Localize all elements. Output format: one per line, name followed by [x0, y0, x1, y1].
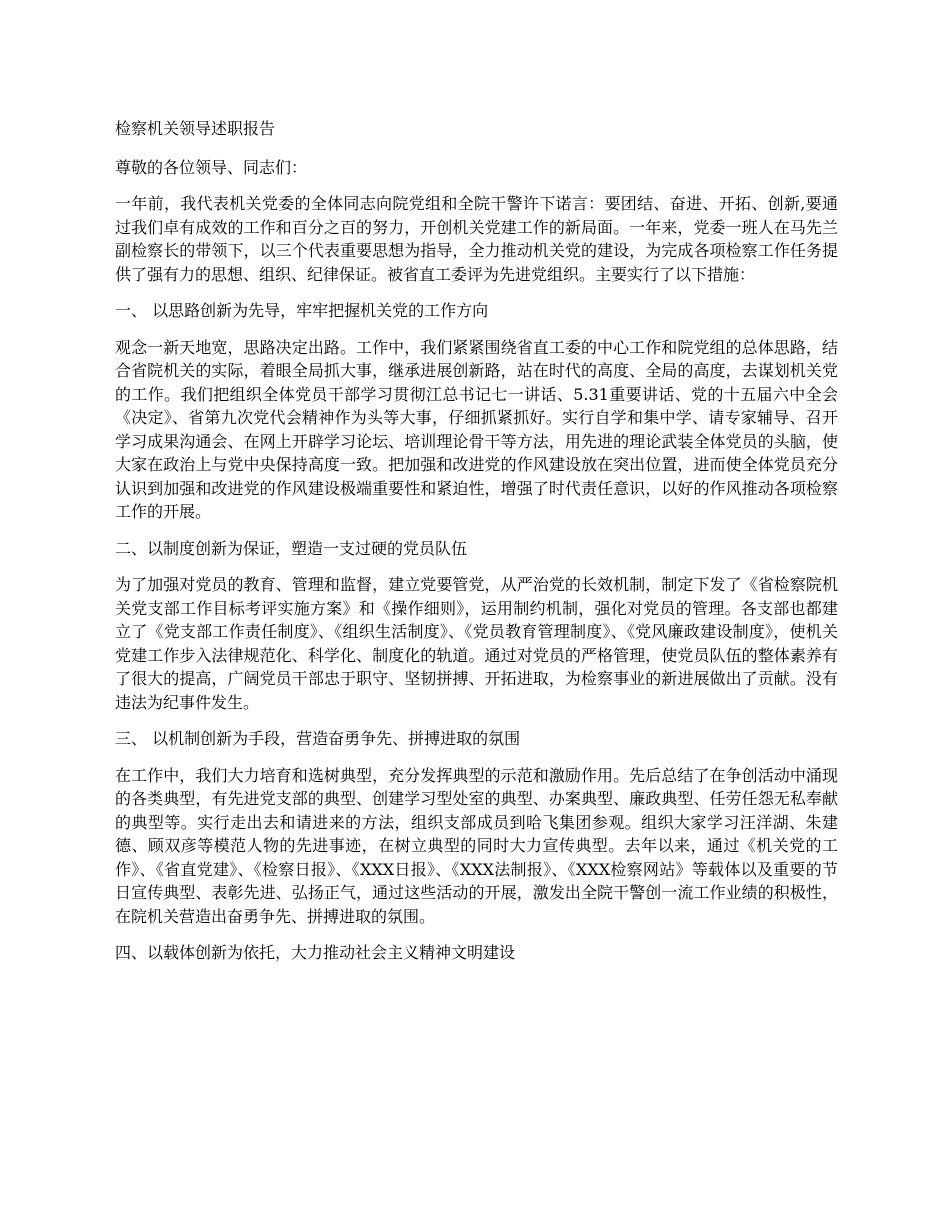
salutation: 尊敬的各位领导、同志们： — [115, 157, 308, 177]
section-1-paragraph: 观念一新天地宽，思路决定出路。工作中，我们紧紧围绕省直工委的中心工作和院党组的总体思路，结合省院机关的实际，着眼全局抓大事，继承进展创新路，站在时代的高度、全局的高度，去谋划机关党的工作。我们把组织全体党员干部学习贯彻江总书记七一讲话、5.31重要讲话、党的十五届六中全会《决定》、省第九次党代会精神作为头等大事，仔细抓紧抓好。实行自学和集中学、请专家辅导、召开学习成果沟通会、在网上开辟学习论坛、培训理论骨干等方法，用先进的理论武装全体党员的头脑，使大家在政治上与党中央保持高度一致。把加强和改进党的作风建设放在突出位置，进而使全体党员充分认识到加强和改进党的作风建设极端重要性和紧迫性，增强了时代责任意识，以好的作风推动各项检察工作的开展。 — [115, 337, 838, 521]
section-1-heading: 一、 以思路创新为先导，牢牢把握机关党的工作方向 — [115, 301, 489, 320]
document-title: 检察机关领导述职报告 — [115, 119, 276, 138]
section-4-heading: 四、以载体创新为依托，大力推动社会主义精神文明建设 — [115, 943, 516, 962]
document-page — [115, 117, 838, 978]
section-3-paragraph: 在工作中，我们大力培育和选树典型，充分发挥典型的示范和激励作用。先后总结了在争创活动中涌现的各类典型，有先进党支部的典型、创建学习型处室的典型、办案典型、廉政典型、任劳任怨无私奉献的典型等。实行走出去和请进来的方法，组织支部成员到哈飞集团参观。组织大家学习汪洋湖、朱建德、顾双彦等模范人物的先进事迹，在树立典型的同时大力宣传典型。去年以来，通过《机关党的工作》、《省直党建》、《检察日报》、《XXX日报》、《XXX法制报》、《XXX检察网站》等载体以及重要的节日宣传典型、表彰先进、弘扬正气，通过这些活动的开展，激发出全院干警创一流工作业绩的积极性，在院机关营造出奋勇争先、拼搏进取的氛围。 — [115, 765, 838, 926]
section-2-paragraph: 为了加强对党员的教育、管理和监督，建立党要管党，从严治党的长效机制，制定下发了《省检察院机关党支部工作目标考评实施方案》和《操作细则》，运用制约机制，强化对党员的管理。各支部也都建立了《党支部工作责任制度》、《组织生活制度》、《党员教育管理制度》、《党风廉政建设制度》，使机关党建工作步入法律规范化、科学化、制度化的轨道。通过对党员的严格管理，使党员队伍的整体素养有了很大的提高，广阔党员干部忠于职守、坚韧拼搏、开拓进取，为检察事业的新进展做出了贡献。没有违法为纪事件发生。 — [115, 575, 838, 712]
section-3-heading: 三、 以机制创新为手段，营造奋勇争先、拼搏进取的氛围 — [115, 729, 521, 748]
section-2-heading: 二、以制度创新为保证，塑造一支过硬的党员队伍 — [115, 538, 468, 558]
intro-paragraph: 一年前，我代表机关党委的全体同志向院党组和全院干警许下诺言：要团结、奋进、开拓、创新,要通过我们卓有成效的工作和百分之百的努力，开创机关党建工作的新局面。一年来，党委一班人在马先兰副检察长的带领下，以三个代表重要思想为指导，全力推动机关党的建设，为完成各项检察工作任务提供了强有力的思想、组织、纪律保证。被省直工委评为先进党组织。主要实行了以下措施： — [115, 194, 838, 284]
